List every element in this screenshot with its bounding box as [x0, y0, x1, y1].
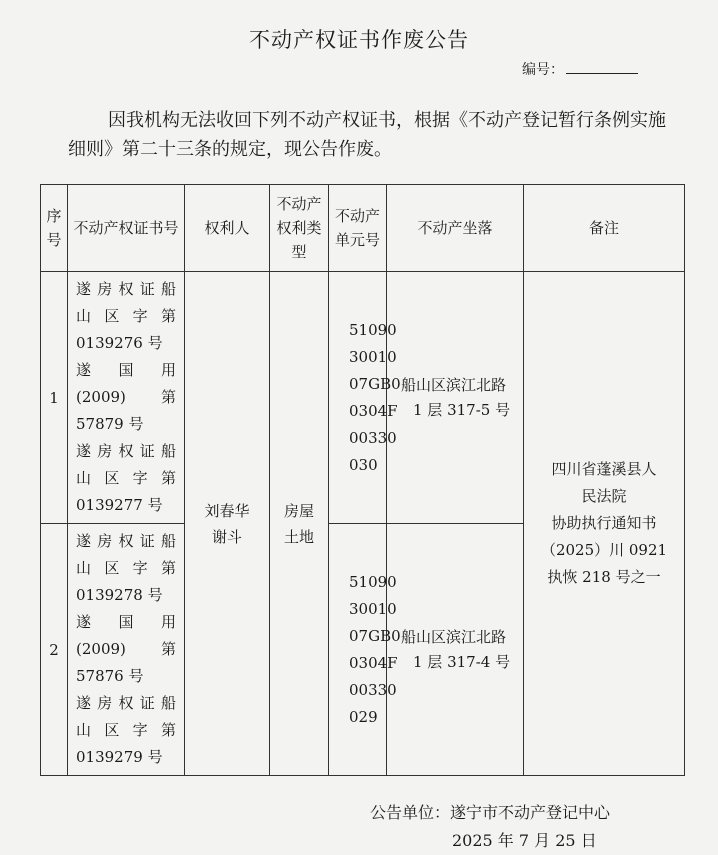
- header-note: 备注: [524, 185, 685, 272]
- cell-type: 房屋 土地: [270, 272, 329, 776]
- header-cert: 不动产权证书号: [68, 185, 185, 272]
- date-line: 2025 年 7 月 25 日: [452, 831, 597, 850]
- header-holder: 权利人: [185, 185, 270, 272]
- serial-label: 编号：: [522, 62, 564, 78]
- table-row: [41, 272, 685, 524]
- cell-seq: 1: [41, 272, 68, 524]
- cell-cert: 遂房权证船 山区字第 0139278 号 遂 国 用 (2009) 第 57876 号 遂房权证船 山区字第 0139279 号: [68, 524, 185, 776]
- header-location: 不动产坐落: [387, 185, 524, 272]
- intro-paragraph: 因我机构无法收回下列不动产权证书，根据《不动产登记暂行条例实施细则》第二十三条的规定，现公告作废。: [68, 110, 666, 160]
- header-seq: 序号: [41, 185, 68, 272]
- certificate-table: [40, 184, 685, 776]
- serial-blank-line: [566, 61, 638, 74]
- cell-holder: 刘春华 谢斗: [185, 272, 270, 776]
- cell-location: 船山区滨江北路 1 层 317-5 号: [387, 272, 524, 524]
- cell-location: 船山区滨江北路 1 层 317-4 号: [387, 524, 524, 776]
- cell-seq: 2: [41, 524, 68, 776]
- page-title: 不动产权证书作废公告: [249, 28, 469, 52]
- cell-unit: 51090 30010 07GB0 0304F 00330 029: [329, 524, 387, 776]
- table-header-row: [41, 185, 685, 272]
- cell-cert: 遂房权证船 山区字第 0139276 号 遂 国 用 (2009) 第 57879 号 遂房权证船 山区字第 0139277 号: [68, 272, 185, 524]
- cell-note: 四川省蓬溪县人 民法院 协助执行通知书 （2025）川 0921 执恢 218 号之一: [524, 272, 685, 776]
- cell-unit: 51090 30010 07GB0 0304F 00330 030: [329, 272, 387, 524]
- header-type: 不动产权利类型: [270, 185, 329, 272]
- issuer-line: 公告单位：遂宁市不动产登记中心: [370, 803, 611, 822]
- serial-number: [522, 59, 638, 79]
- header-unit: 不动产单元号: [329, 185, 387, 272]
